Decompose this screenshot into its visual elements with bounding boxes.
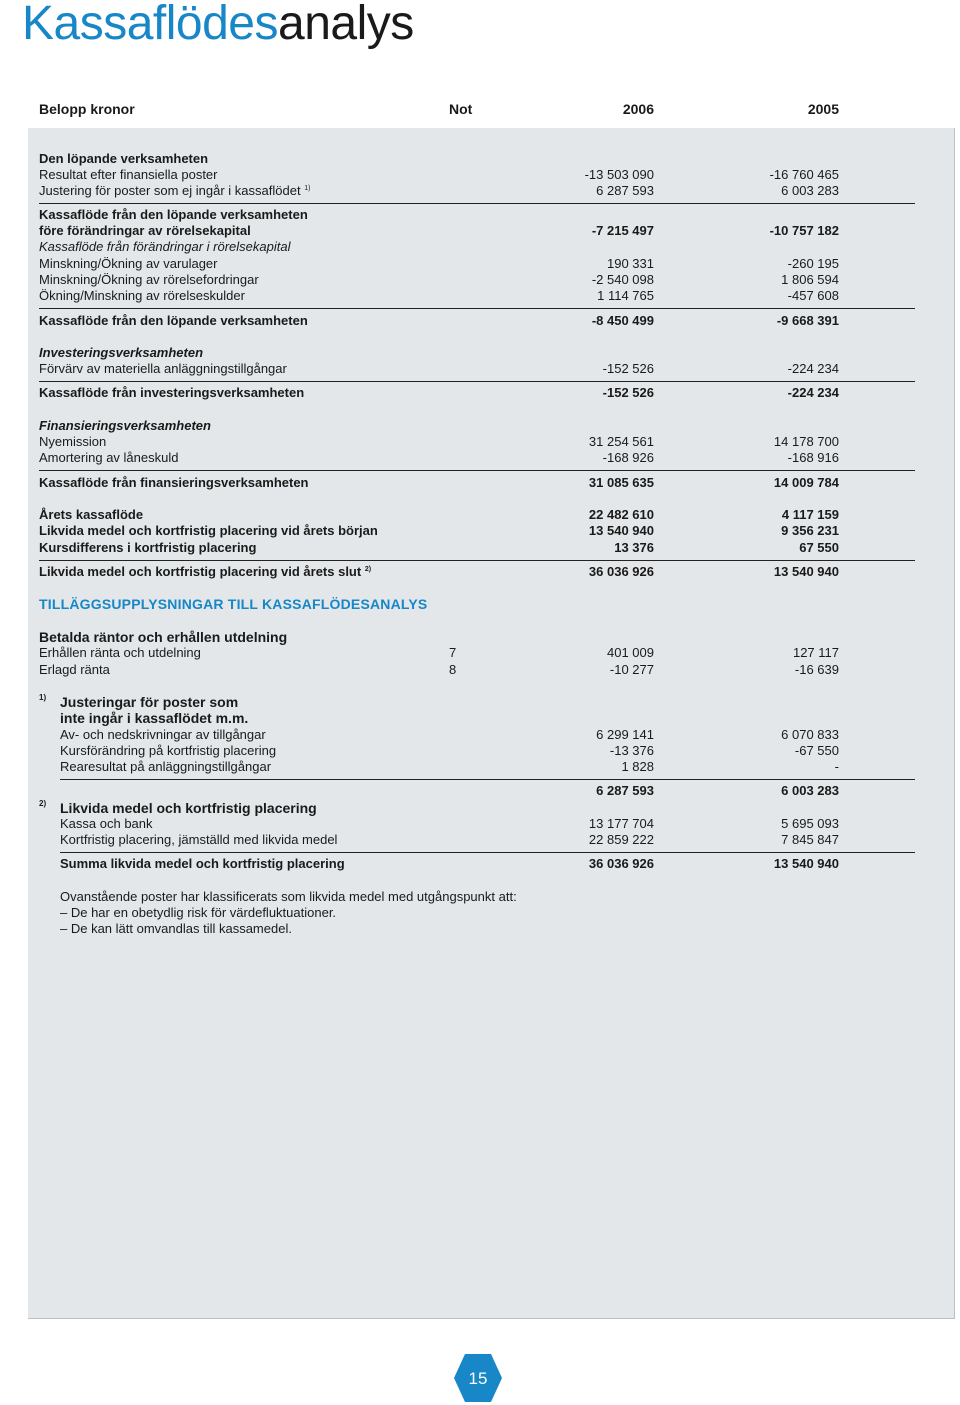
- section-heading: Den löpande verksamheten: [39, 151, 209, 166]
- interest-heading: Betalda räntor och erhållen utdelning: [39, 629, 288, 645]
- divider: [60, 779, 915, 780]
- divider: [39, 560, 915, 561]
- total-row: Likvida medel och kortfristig placering vid årets slut $^{2)}$ 36 036 926 13 540 940: [39, 564, 839, 579]
- divider: [39, 381, 915, 382]
- footnote-2-heading: 2) Likvida medel och kortfristig placering: [39, 799, 317, 816]
- summary-row: Likvida medel och kortfristig placering vid årets början 13 540 940 9 356 231: [39, 523, 839, 538]
- total-row: Summa likvida medel och kortfristig placering 36 036 926 13 540 940: [60, 856, 839, 871]
- divider: [39, 308, 915, 309]
- total-row: Kassaflöde från investeringsverksamheten -152 526 -224 234: [39, 385, 839, 400]
- footnote-1-heading-2: inte ingår i kassaflödet m.m.: [60, 710, 249, 726]
- table-row: Amortering av låneskuld -168 926 -168 916: [39, 450, 839, 465]
- table-row: Kassa och bank 13 177 704 5 695 093: [60, 816, 839, 831]
- table-row: Minskning/Ökning av rörelsefordringar -2 540 098 1 806 594: [39, 272, 839, 287]
- page-number-badge: [453, 1352, 503, 1404]
- section-heading: Finansieringsverksamheten: [39, 418, 211, 433]
- page-title: Kassaflödesanalys: [22, 0, 414, 50]
- column-header-label: Belopp kronor: [39, 101, 135, 117]
- total-row: Kassaflöde från den löpande verksamheten -8 450 499 -9 668 391: [39, 313, 839, 328]
- total-row: 6 287 593 6 003 283: [596, 783, 839, 798]
- table-row: Rearesultat på anläggningstillgångar 1 828 -: [60, 759, 839, 774]
- table-row: Nyemission 31 254 561 14 178 700: [39, 434, 839, 449]
- table-row: Justering för poster som ej ingår i kassaflödet $^{1)}$ 6 287 593 6 003 283: [39, 183, 839, 198]
- page-number: 15: [468, 1369, 488, 1388]
- subtotal-heading: Kassaflöde från den löpande verksamheten: [39, 207, 308, 222]
- section-heading: Investeringsverksamheten: [39, 345, 204, 360]
- supplement-heading: TILLÄGGSUPPLYSNINGAR TILL KASSAFLÖDESANALYS: [39, 596, 428, 612]
- table-row: Resultat efter finansiella poster -13 503 090 -16 760 465: [39, 167, 839, 182]
- summary-row: Kursdifferens i kortfristig placering 13 376 67 550: [39, 540, 839, 555]
- table-row: Erlagd ränta 8 -10 277 -16 639: [39, 662, 839, 677]
- table-row: Kortfristig placering, jämställd med likvida medel 22 859 222 7 845 847: [60, 832, 839, 847]
- divider: [60, 852, 915, 853]
- note-bullet: – De har en obetydlig risk för värdefluktuationer.: [60, 905, 337, 920]
- note-bullet: – De kan lätt omvandlas till kassamedel.: [60, 921, 292, 936]
- table-row: Förvärv av materiella anläggningstillgångar -152 526 -224 234: [39, 361, 839, 376]
- column-header-note: Not: [449, 101, 473, 117]
- divider: [39, 203, 915, 204]
- italic-heading: Kassaflöde från förändringar i rörelsekapital: [39, 239, 291, 254]
- table-row: Kursförändring på kortfristig placering -13 376 -67 550: [60, 743, 839, 758]
- table-row: Ökning/Minskning av rörelseskulder 1 114 765 -457 608: [39, 288, 839, 303]
- total-row: Kassaflöde från finansieringsverksamheten 31 085 635 14 009 784: [39, 475, 839, 490]
- column-header-2006: 2006: [622, 101, 654, 117]
- divider: [39, 470, 915, 471]
- column-header-2005: 2005: [807, 101, 839, 117]
- table-row: Minskning/Ökning av varulager 190 331 -260 195: [39, 256, 839, 271]
- table-row: Av- och nedskrivningar av tillgångar 6 299 141 6 070 833: [60, 727, 839, 742]
- footnote-1-heading: 1) Justeringar för poster som: [39, 693, 239, 710]
- subtotal-row: före förändringar av rörelsekapital -7 215 497 -10 757 182: [39, 223, 839, 238]
- table-row: Erhållen ränta och utdelning 7 401 009 127 117: [39, 645, 839, 660]
- summary-row: Årets kassaflöde 22 482 610 4 117 159: [39, 507, 839, 522]
- note-text: Ovanstående poster har klassificerats som likvida medel med utgångspunkt att:: [60, 889, 517, 904]
